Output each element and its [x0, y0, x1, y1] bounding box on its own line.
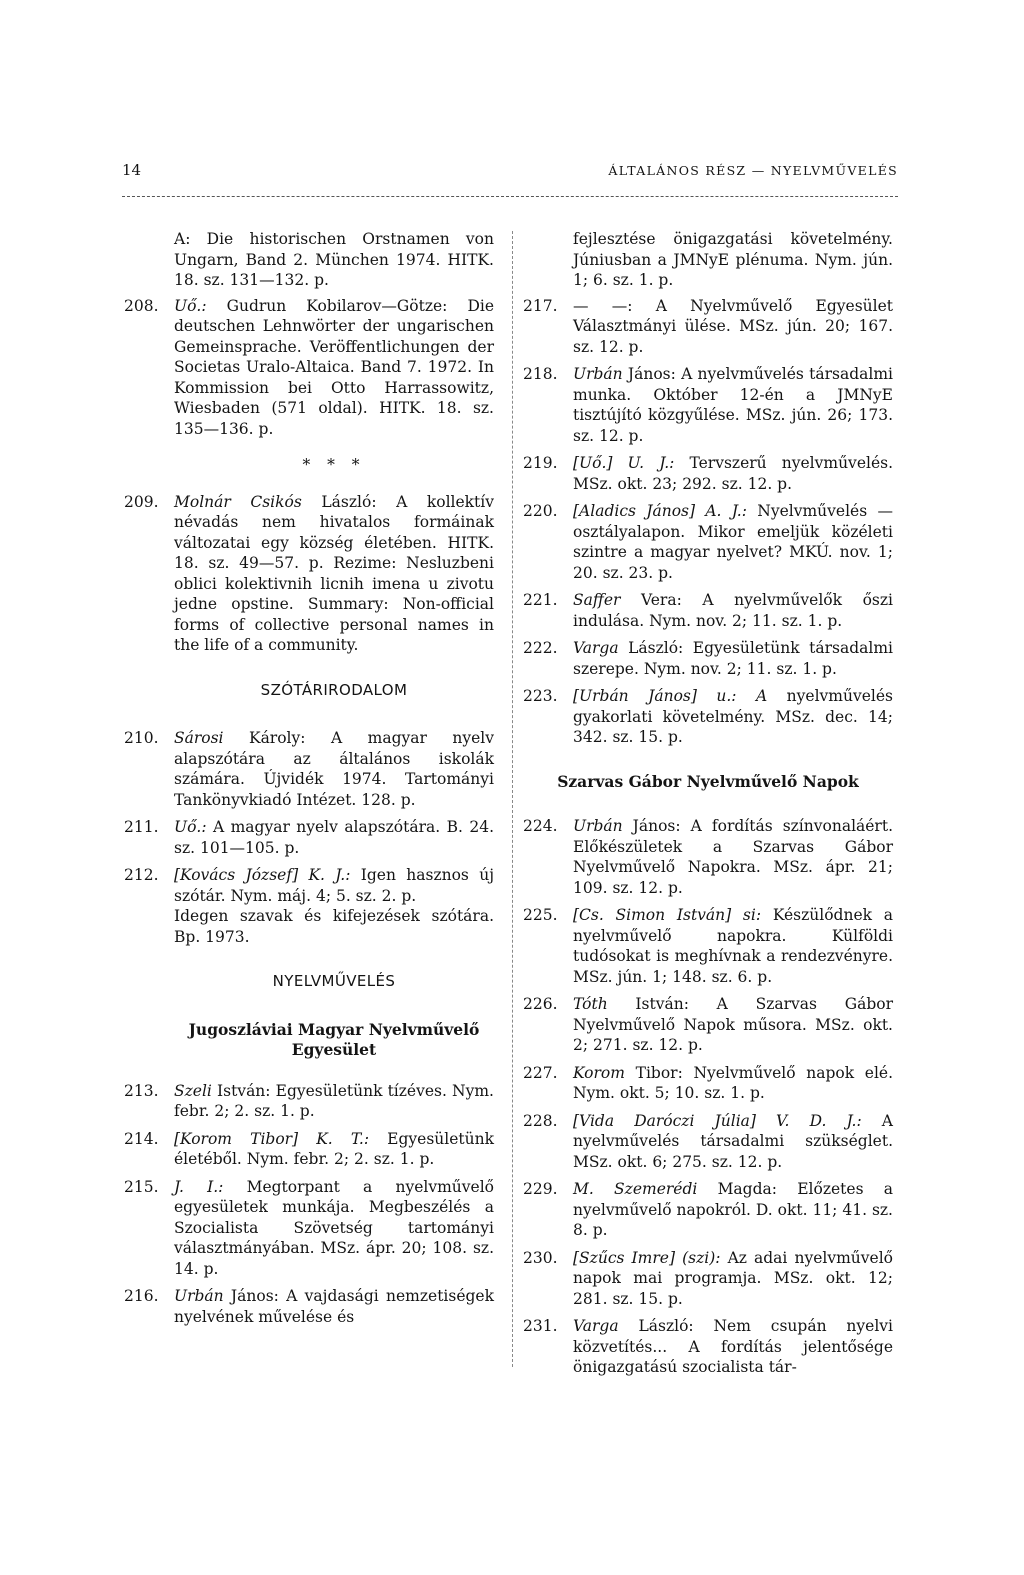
entry-author: J. I.:	[174, 1177, 224, 1196]
entry-text	[573, 686, 893, 748]
entry-number: 221.	[523, 591, 558, 609]
entry-number: 214.	[124, 1129, 159, 1148]
entry-author: Varga	[573, 639, 619, 657]
entry-text	[573, 296, 893, 358]
entry-body: Készülődnek a nyelvművelő napokra. Külföldi tudósokat is meghívnak a rendezvényre. MSz. jún. 1; 148. sz. 6. p.	[573, 906, 894, 986]
entry-text	[573, 364, 893, 446]
entry-number: 222.	[523, 639, 558, 657]
entry-number: 212.	[124, 866, 159, 884]
entry-text	[573, 1316, 893, 1378]
entry-text	[174, 1081, 494, 1122]
entry-body: Az adai nyelvművelő napok mai programja. MSz. okt. 12; 281. sz. 15. p.	[573, 1248, 893, 1308]
entry-author: Saffer	[573, 591, 621, 609]
left-column	[124, 229, 494, 1334]
entry-body: Igen hasznos új szótár. Nym. máj. 4; 5. sz. 2. p.	[174, 866, 495, 905]
entry-body: Tervszerű nyelvművelés. MSz. okt. 23; 292. sz. 12. p.	[573, 454, 894, 493]
entry-text	[573, 1063, 893, 1104]
entry-number: 218.	[523, 365, 558, 383]
bibliography-entry-223	[523, 686, 893, 748]
entry-body: A Nyelvművelő Egyesület Választmányi ülése. MSz. jún. 20; 167. sz. 12. p.	[573, 296, 893, 356]
bibliography-entry-230	[523, 1248, 893, 1310]
bibliography-entry-219	[523, 453, 893, 494]
entry-author: M. Szemerédi	[573, 1180, 698, 1198]
entry-author: [Vida Daróczi Júlia] V. D. J.:	[573, 1111, 862, 1130]
entry-body: Magda: Előzetes a nyelvművelő napokról. D. okt. 11; 41. sz. 8. p.	[573, 1180, 893, 1239]
entry-body: István: A Szarvas Gábor Nyelvművelő Napok műsora. MSz. okt. 2; 271. sz. 12. p.	[573, 995, 893, 1054]
entry-author: [Uő.] U. J.:	[573, 454, 675, 472]
entry-body: Egyesületünk életéből. Nym. febr. 2; 2. sz. 1. p.	[174, 1129, 495, 1168]
entry-body: János: A nyelvművelés társadalmi munka. Október 12-én a JMNyE tisztújító közgyűlése. MSz. jún. 26; 173. sz. 12. p.	[573, 365, 893, 445]
entry-text	[174, 817, 494, 858]
entry-text	[573, 590, 893, 631]
entry-number: 213.	[124, 1081, 159, 1100]
entry-body: nyelvművelés gyakorlati követelmény. MSz. dec. 14; 342. sz. 15. p.	[573, 687, 894, 746]
entry-number: 219.	[523, 454, 558, 472]
right-column	[523, 229, 893, 1385]
entry-212-reviewed-title: Idegen szavak és kifejezések szótára. Bp. 1973.	[174, 907, 494, 946]
bibliography-entry-212	[124, 865, 494, 906]
entry-number: 230.	[523, 1248, 558, 1267]
entry-number: 220.	[523, 502, 558, 520]
bibliography-entry-220	[523, 501, 893, 583]
bibliography-entry-215	[124, 1177, 494, 1280]
continued-entry-text: A: Die historischen Orstnamen von Ungarn, Band 2. München 1974. HITK. 18. sz. 131—132. p.	[174, 230, 494, 289]
entry-number: 209.	[124, 492, 159, 511]
entry-author: Molnár Csikós	[174, 492, 302, 511]
entry-author: [Szűcs Imre] (szi):	[573, 1248, 721, 1267]
entry-text	[573, 905, 893, 987]
section-heading-nyelvmuveles: NYELVMŰVELÉS	[272, 972, 396, 990]
bibliography-entry-218	[523, 364, 893, 446]
entry-author: Uő.:	[174, 296, 207, 315]
bibliography-entry-217	[523, 296, 893, 358]
entry-body: László: Nem csupán nyelvi közvetítés... A fordítás jelentősége önigazgatású szocialista tár-	[573, 1317, 893, 1376]
header-rule	[122, 196, 898, 197]
entry-text	[573, 1111, 893, 1173]
entry-number: 210.	[124, 729, 159, 747]
entry-text	[174, 1177, 494, 1280]
entry-text	[174, 296, 494, 440]
bibliography-entry-209	[124, 492, 494, 656]
entry-number: 217.	[523, 296, 558, 315]
bibliography-entry-229	[523, 1179, 893, 1241]
entry-author: Varga	[573, 1317, 619, 1335]
entry-body: László: A kollektív névadás nem hivatalos formáinak változatai egy község életében. HITK. 18. sz. 49—57. p. Rezime: Nesluzbeni oblici kolektivnih licnih imena u zivotu jedne opstine. Summary: Non-official forms of collective personal names in the life of a community.	[174, 492, 494, 654]
entry-text	[174, 492, 494, 656]
entry-number: 208.	[124, 296, 159, 315]
entry-number: 226.	[523, 995, 558, 1013]
bibliography-entry-222	[523, 638, 893, 679]
bibliography-entry-211	[124, 817, 494, 858]
entry-number: 225.	[523, 906, 558, 924]
entry-number: 231.	[523, 1317, 558, 1335]
entry-author: — —:	[573, 296, 633, 315]
entry-author: [Cs. Simon István] si:	[573, 906, 762, 924]
entry-text	[573, 1248, 893, 1310]
entry-body: János: A fordítás színvonaláért. Előkészületek a Szarvas Gábor Nyelvművelő Napokra. MSz. ápr. 21; 109. sz. 12. p.	[573, 817, 893, 897]
entry-text	[174, 1286, 494, 1327]
entry-text	[174, 865, 494, 906]
entry-number: 224.	[523, 817, 558, 835]
entry-text	[573, 638, 893, 679]
section-separator-stars: * * *	[302, 456, 366, 474]
entry-author: Szeli	[174, 1081, 212, 1100]
entry-body: Tibor: Nyelvművelő napok elé. Nym. okt. 5; 10. sz. 1. p.	[573, 1063, 893, 1102]
bibliography-entry-227	[523, 1063, 893, 1104]
entry-author: Urbán	[573, 365, 623, 383]
subsection-heading-jmnye: Jugoszláviai Magyar Nyelvművelő Egyesület	[188, 1019, 480, 1059]
section-heading-szotarirodalom: SZÓTÁRIRODALOM	[260, 680, 408, 699]
bibliography-entry-225	[523, 905, 893, 987]
entry-body: Vera: A nyelvművelők őszi indulása. Nym. nov. 2; 11. sz. 1. p.	[573, 591, 893, 630]
entry-body: Megtorpant a nyelvművelő egyesületek munkája. Megbeszélés a Szocialista Szövetség tartományi választmányában. MSz. ápr. 20; 108. sz. 14. p.	[174, 1177, 494, 1278]
bibliography-entry-210	[124, 728, 494, 810]
entry-number: 229.	[523, 1180, 558, 1198]
entry-author: [Kovács József] K. J.:	[174, 866, 351, 884]
entry-number: 223.	[523, 687, 558, 705]
entry-number: 216.	[124, 1287, 159, 1305]
running-head: ÁLTALÁNOS RÉSZ — NYELVMŰVELÉS	[608, 163, 898, 178]
bibliography-entry-224	[523, 816, 893, 898]
entry-author: [Urbán János] u.: A	[573, 687, 768, 705]
entry-author: [Korom Tibor] K. T.:	[174, 1129, 370, 1148]
entry-text	[573, 501, 893, 583]
bibliography-entry-231	[523, 1316, 893, 1378]
entry-body: János: A vajdasági nemzetiségek nyelvének művelése és	[174, 1287, 494, 1326]
entry-body: László: Egyesületünk társadalmi szerepe. Nym. nov. 2; 11. sz. 1. p.	[573, 639, 893, 678]
page-number: 14	[122, 161, 142, 179]
entry-text	[174, 1129, 494, 1170]
entry-text	[573, 994, 893, 1056]
entry-text	[573, 453, 893, 494]
entry-text	[573, 1179, 893, 1241]
entry-body: A magyar nyelv alapszótára. B. 24. sz. 101—105. p.	[174, 818, 494, 857]
bibliography-entry-228	[523, 1111, 893, 1173]
entry-number: 211.	[124, 818, 159, 836]
entry-number: 228.	[523, 1111, 558, 1130]
entry-body: Gudrun Kobilarov—Götze: Die deutschen Lehnwörter der ungarischen Gemeinsprache. Veröffentlichungen der Societas Uralo-Altaica. Band 7. 1972. In Kommission bei Otto Harrassowitz, Wiesbaden (571 oldal). HITK. 18. sz. 135—136. p.	[174, 296, 494, 438]
entry-text	[573, 816, 893, 898]
entry-number: 227.	[523, 1063, 558, 1082]
bibliography-entry-221	[523, 590, 893, 631]
entry-body: Károly: A magyar nyelv alapszótára az általános iskolák számára. Újvidék 1974. Tartományi Tankönyvkiadó Intézet. 128. p.	[174, 729, 494, 809]
entry-author: Korom	[573, 1063, 625, 1082]
entry-body: A nyelvművelés társadalmi szükséglet. MSz. okt. 6; 275. sz. 12. p.	[573, 1111, 894, 1171]
entry-body: István: Egyesületünk tízéves. Nym. febr. 2; 2. sz. 1. p.	[174, 1081, 494, 1120]
entry-author: Tóth	[573, 995, 608, 1013]
bibliography-entry-208	[124, 296, 494, 440]
entry-body: Nyelvművelés — osztályalapon. Mikor emeljük közéleti szintre a magyar nyelvet? MKÚ. nov. 1; 20. sz. 23. p.	[573, 502, 893, 582]
column-divider	[512, 231, 513, 1367]
entry-author: Uő.:	[174, 818, 207, 836]
entry-text	[174, 728, 494, 810]
entry-author: Sárosi	[174, 729, 224, 747]
continued-entry-text: fejlesztése önigazgatási követelmény. Júniusban a JMNyE plénuma. Nym. jún. 1; 6. sz. 1. p.	[573, 230, 893, 289]
entry-author: Urbán	[174, 1287, 224, 1305]
entry-number: 215.	[124, 1177, 159, 1196]
entry-author: [Aladics János] A. J.:	[573, 502, 747, 520]
bibliography-entry-216	[124, 1286, 494, 1327]
entry-author: Urbán	[573, 817, 623, 835]
subsection-heading-szarvas-gabor: Szarvas Gábor Nyelvművelő Napok	[557, 771, 859, 791]
page-header	[122, 161, 898, 187]
bibliography-entry-226	[523, 994, 893, 1056]
bibliography-entry-214	[124, 1129, 494, 1170]
bibliography-entry-213	[124, 1081, 494, 1122]
